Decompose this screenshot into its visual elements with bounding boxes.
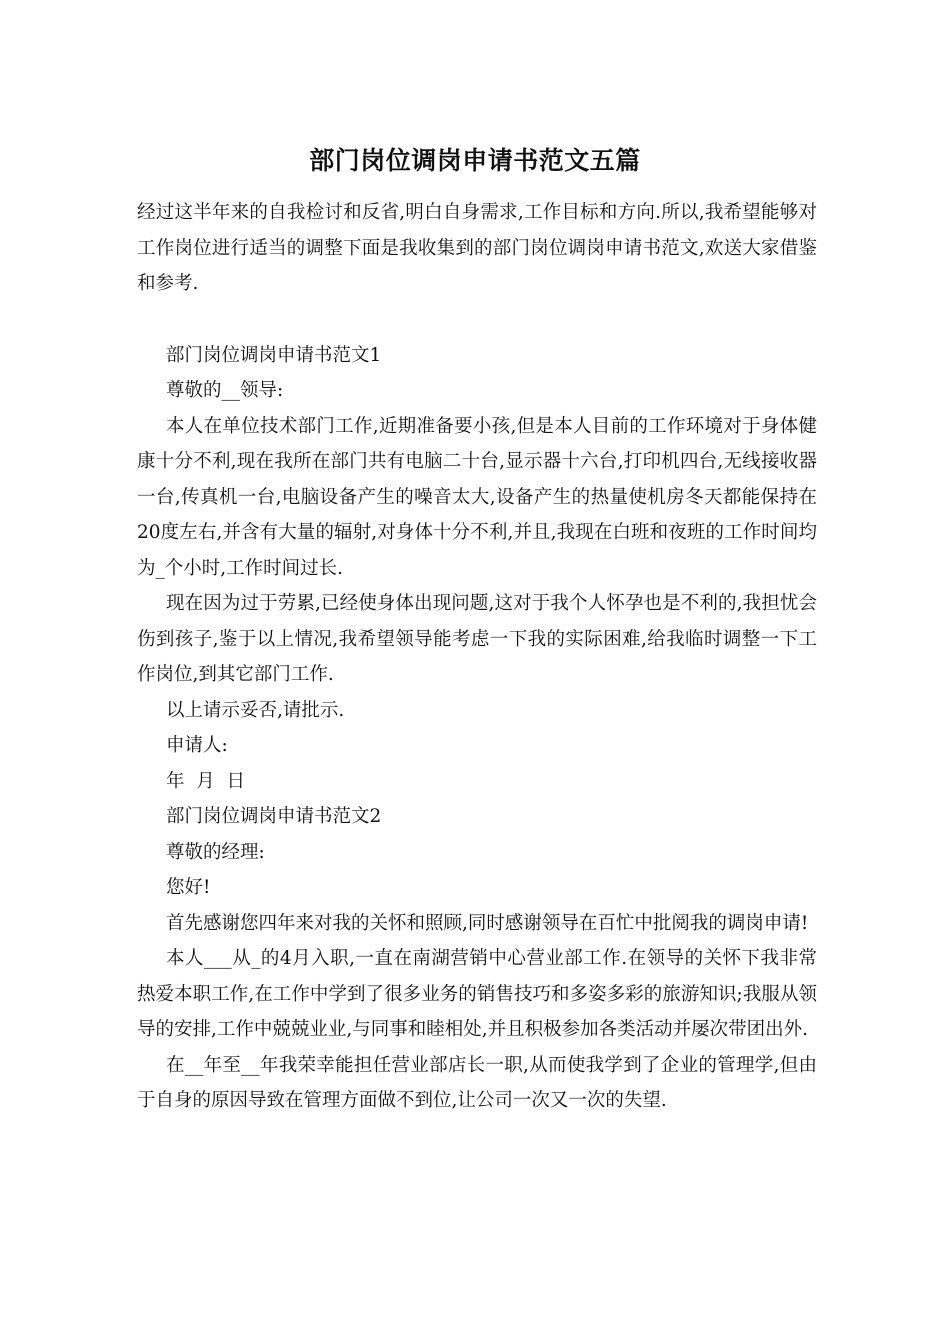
sample1-heading: 部门岗位调岗申请书范文1 <box>166 344 382 366</box>
sample1-paragraph-2: 现在因为过于劳累,已经使身体出现问题,这对于我个人怀孕也是不利的,我担忧会伤到孩子,鉴于以上情况,我希望领导能考虑一下我的实际困难,给我临时调整一下工作岗位,到其它部门工作. <box>137 593 817 685</box>
sample1-applicant: 申请人: <box>166 735 228 756</box>
sample1-salutation: 尊敬的__领导: <box>166 380 284 401</box>
sample2-paragraph-3: 在__年至__年我荣幸能担任营业部店长一职,从而使我学到了企业的管理学,但由于自身的原因导致在管理方面做不到位,让公司一次又一次的失望. <box>137 1054 817 1111</box>
document-title: 部门岗位调岗申请书范文五篇 <box>309 146 641 175</box>
sample2-heading: 部门岗位调岗申请书范文2 <box>166 806 382 827</box>
sample2-salutation: 尊敬的经理: <box>166 841 265 863</box>
sample2-paragraph-2: 本人___从_的4月入职,一直在南湖营销中心营业部工作.在领导的关怀下我非常热爱本职工作,在工作中学到了很多业务的销售技巧和多姿多彩的旅游知识;我服从领导的安排,工作中兢兢业业,与同事和睦相处,并且积极参加各类活动并屡次带团出外. <box>137 948 817 1040</box>
intro-paragraph: 经过这半年来的自我检讨和反省,明白自身需求,工作目标和方向.所以,我希望能够对工作岗位进行适当的调整下面是我收集到的部门岗位调岗申请书范文,欢送大家借鉴和参考. <box>137 202 817 294</box>
sample2-paragraph-1: 首先感谢您四年来对我的关怀和照顾,同时感谢领导在百忙中批阅我的调岗申请! <box>166 912 809 934</box>
sample1-closing: 以上请示妥否,请批示. <box>166 699 345 721</box>
sample1-paragraph-1: 本人在单位技术部门工作,近期准备要小孩,但是本人目前的工作环境对于身体健康十分不利,现在我所在部门共有电脑二十台,显示器十六台,打印机四台,无线接收器一台,传真机一台,电脑设备产生的噪音太大,设备产生的热量使机房冬天都能保持在20度左右,并含有大量的辐射,对身体十分不利,并且,我现在白班和夜班的工作时间均为_个小时,工作时间过长. <box>137 415 817 579</box>
document-body <box>137 195 817 1119</box>
section-spacer <box>137 302 817 338</box>
sample2-greeting: 您好! <box>166 877 211 898</box>
sample1-date: 年 月 日 <box>166 770 246 792</box>
